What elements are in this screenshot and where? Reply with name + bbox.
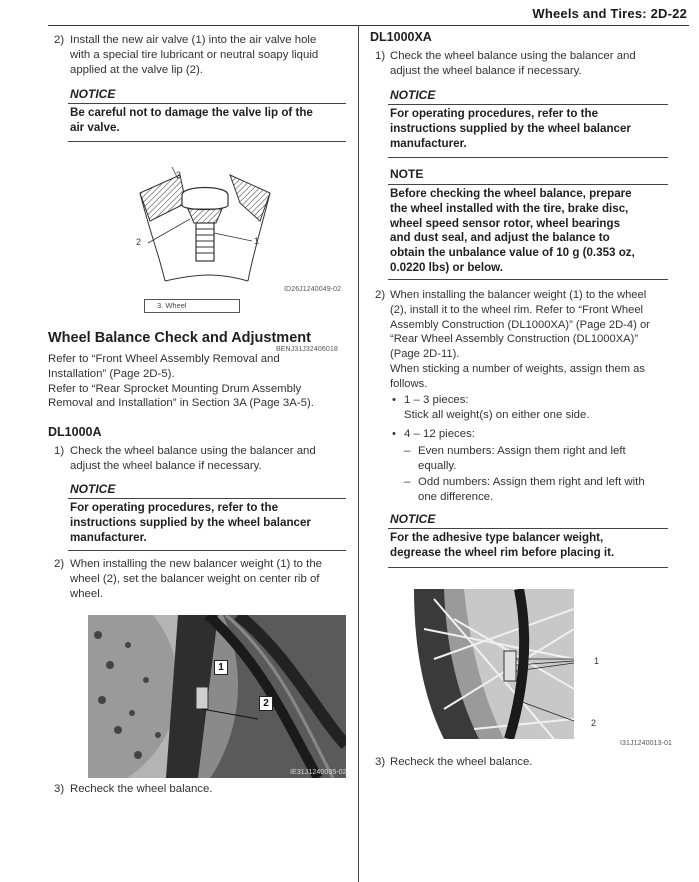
text-line: Install the new air valve (1) into the air valve hole bbox=[70, 34, 317, 46]
notice-body bbox=[70, 106, 350, 136]
text-line: For the adhesive type balancer weight, bbox=[390, 531, 604, 544]
header-rule bbox=[48, 25, 689, 26]
dash-1 bbox=[418, 444, 693, 474]
text-line: equally. bbox=[418, 459, 457, 472]
left-step2-number: 2) bbox=[54, 34, 65, 46]
notice-title: NOTICE bbox=[390, 88, 436, 102]
text-line: “Rear Wheel Assembly Construction (DL1000XA)” bbox=[390, 333, 639, 346]
left-s2-text bbox=[70, 557, 355, 601]
bullet-dot: • bbox=[392, 428, 396, 440]
notice-body bbox=[70, 501, 350, 545]
photo-tag-1: 1 bbox=[214, 660, 228, 675]
text-line: Be careful not to damage the valve lip of the bbox=[70, 106, 313, 119]
notice-rule bbox=[388, 567, 668, 568]
bullet-1: 1 – 3 pieces: bbox=[404, 394, 469, 406]
valve-diagram bbox=[120, 163, 290, 288]
text-line: and dust seal, and adjust the balance to bbox=[390, 231, 610, 245]
text-line: (2), install it to the wheel rim. Refer to “Front Wheel bbox=[390, 303, 644, 316]
figure-label-2: 2 bbox=[591, 718, 597, 728]
right-s1-text bbox=[390, 49, 690, 79]
text-line: Refer to “Rear Sprocket Mounting Drum Assembly bbox=[48, 382, 302, 395]
bullet-dot: • bbox=[392, 394, 396, 406]
notice-title: NOTICE bbox=[70, 87, 116, 101]
section-title: Wheel Balance Check and Adjustment bbox=[48, 330, 311, 346]
text-line: For operating procedures, refer to the bbox=[390, 107, 599, 120]
right-s3-number: 3) bbox=[375, 756, 386, 768]
notice-rule bbox=[388, 528, 668, 529]
notice-title: NOTICE bbox=[70, 482, 116, 496]
dl1000xa-title: DL1000XA bbox=[370, 30, 432, 44]
photo-code: IE31J1240035-02 bbox=[290, 769, 347, 776]
text-line: Check the wheel balance using the balancer and bbox=[70, 445, 316, 457]
dl1000a-title: DL1000A bbox=[48, 425, 102, 439]
text-line: Odd numbers: Assign them right and left with bbox=[418, 476, 645, 488]
wheel-photo-dl1000a bbox=[88, 615, 346, 778]
text-line: follows. bbox=[390, 377, 428, 390]
text-line: instructions supplied by the wheel balancer bbox=[390, 121, 631, 135]
note-body bbox=[390, 187, 680, 276]
text-line: manufacturer. bbox=[70, 530, 147, 544]
text-line: wheel (2), set the balancer weight on center rib of bbox=[70, 572, 320, 585]
section-intro bbox=[48, 352, 348, 411]
text-line: with a special tire lubricant or neutral soapy liquid bbox=[70, 48, 319, 61]
figure-label-1: 1 bbox=[254, 236, 260, 246]
section-code: BENJ31J32406018 bbox=[276, 346, 338, 353]
text-line: When installing the balancer weight (1) to the wheel bbox=[390, 289, 647, 301]
figure-caption-box bbox=[144, 299, 240, 313]
left-s2-number: 2) bbox=[54, 558, 65, 570]
text-line: the wheel installed with the tire, brake disc, bbox=[390, 201, 629, 215]
text-line: adjust the wheel balance if necessary. bbox=[390, 64, 582, 77]
left-s1-text bbox=[70, 444, 355, 474]
right-s2-number: 2) bbox=[375, 289, 386, 301]
figure-caption: 3. Wheel bbox=[157, 301, 187, 310]
text-line: wheel. bbox=[70, 587, 103, 600]
right-s1-number: 1) bbox=[375, 50, 386, 62]
left-s3-number: 3) bbox=[54, 783, 65, 795]
note-rule bbox=[388, 184, 668, 185]
text-line: Refer to “Front Wheel Assembly Removal and bbox=[48, 353, 280, 365]
bullet-2: 4 – 12 pieces: bbox=[404, 428, 475, 440]
dash-mark: – bbox=[404, 476, 411, 488]
notice-rule bbox=[68, 498, 346, 499]
left-s1-number: 1) bbox=[54, 445, 65, 457]
notice-title: NOTICE bbox=[390, 512, 436, 526]
text-line: degrease the wheel rim before placing it. bbox=[390, 545, 615, 559]
photo-tag-2: 2 bbox=[259, 696, 273, 711]
figure-label-2: 2 bbox=[136, 237, 142, 247]
text-line: Check the wheel balance using the balancer and bbox=[390, 50, 636, 62]
text-line: Even numbers: Assign them right and left bbox=[418, 445, 626, 457]
text-line: Installation” (Page 2D-5). bbox=[48, 367, 175, 380]
notice-rule bbox=[68, 141, 346, 142]
text-line: instructions supplied by the wheel balancer bbox=[70, 515, 311, 529]
text-line: For operating procedures, refer to the bbox=[70, 501, 279, 514]
text-line: (Page 2D-11). bbox=[390, 348, 460, 361]
notice-rule bbox=[68, 550, 346, 551]
text-line: manufacturer. bbox=[390, 136, 467, 150]
text-line: adjust the wheel balance if necessary. bbox=[70, 459, 262, 472]
note-title: NOTE bbox=[390, 167, 424, 181]
text-line: air valve. bbox=[70, 120, 120, 134]
dash-2 bbox=[418, 475, 693, 505]
left-step2-text bbox=[70, 33, 355, 77]
right-s3-text: Recheck the wheel balance. bbox=[390, 756, 533, 768]
figure-label-3: 3 bbox=[176, 170, 182, 180]
text-line: Removal and Installation” in Section 3A (Page 3A-5). bbox=[48, 397, 314, 410]
column-divider bbox=[358, 25, 359, 882]
text-line: Assembly Construction (DL1000XA)” (Page 2D-4) or bbox=[390, 318, 650, 331]
text-line: When installing the new balancer weight (1) to the bbox=[70, 558, 323, 570]
text-line: When sticking a number of weights, assign them as bbox=[390, 362, 645, 375]
text-line: 0.0220 lbs) or below. bbox=[390, 260, 503, 274]
right-s2-text bbox=[390, 288, 695, 392]
figure-code: ID26J1240049-02 bbox=[284, 286, 342, 293]
note-rule bbox=[388, 279, 668, 280]
wheel-photo-dl1000xa bbox=[404, 589, 574, 739]
notice-rule bbox=[68, 103, 346, 104]
text-line: Before checking the wheel balance, prepare bbox=[390, 187, 632, 200]
page-header-title: Wheels and Tires: 2D-22 bbox=[532, 6, 687, 21]
text-line: wheel speed sensor rotor, wheel bearings bbox=[390, 216, 621, 230]
left-s3-text: Recheck the wheel balance. bbox=[70, 783, 213, 795]
dash-mark: – bbox=[404, 445, 411, 457]
text-line: one difference. bbox=[418, 490, 494, 503]
notice-body bbox=[390, 107, 680, 151]
notice-body bbox=[390, 531, 680, 561]
text-line: applied at the valve lip (2). bbox=[70, 63, 203, 76]
text-line: obtain the unbalance value of 10 g (0.353 oz, bbox=[390, 246, 635, 260]
notice-rule bbox=[388, 104, 668, 105]
notice-rule bbox=[388, 157, 668, 158]
figure-label-1: 1 bbox=[594, 656, 600, 666]
figure-code: I31J1240013-01 bbox=[620, 740, 672, 747]
bullet-1-sub: Stick all weight(s) on either one side. bbox=[404, 409, 590, 421]
